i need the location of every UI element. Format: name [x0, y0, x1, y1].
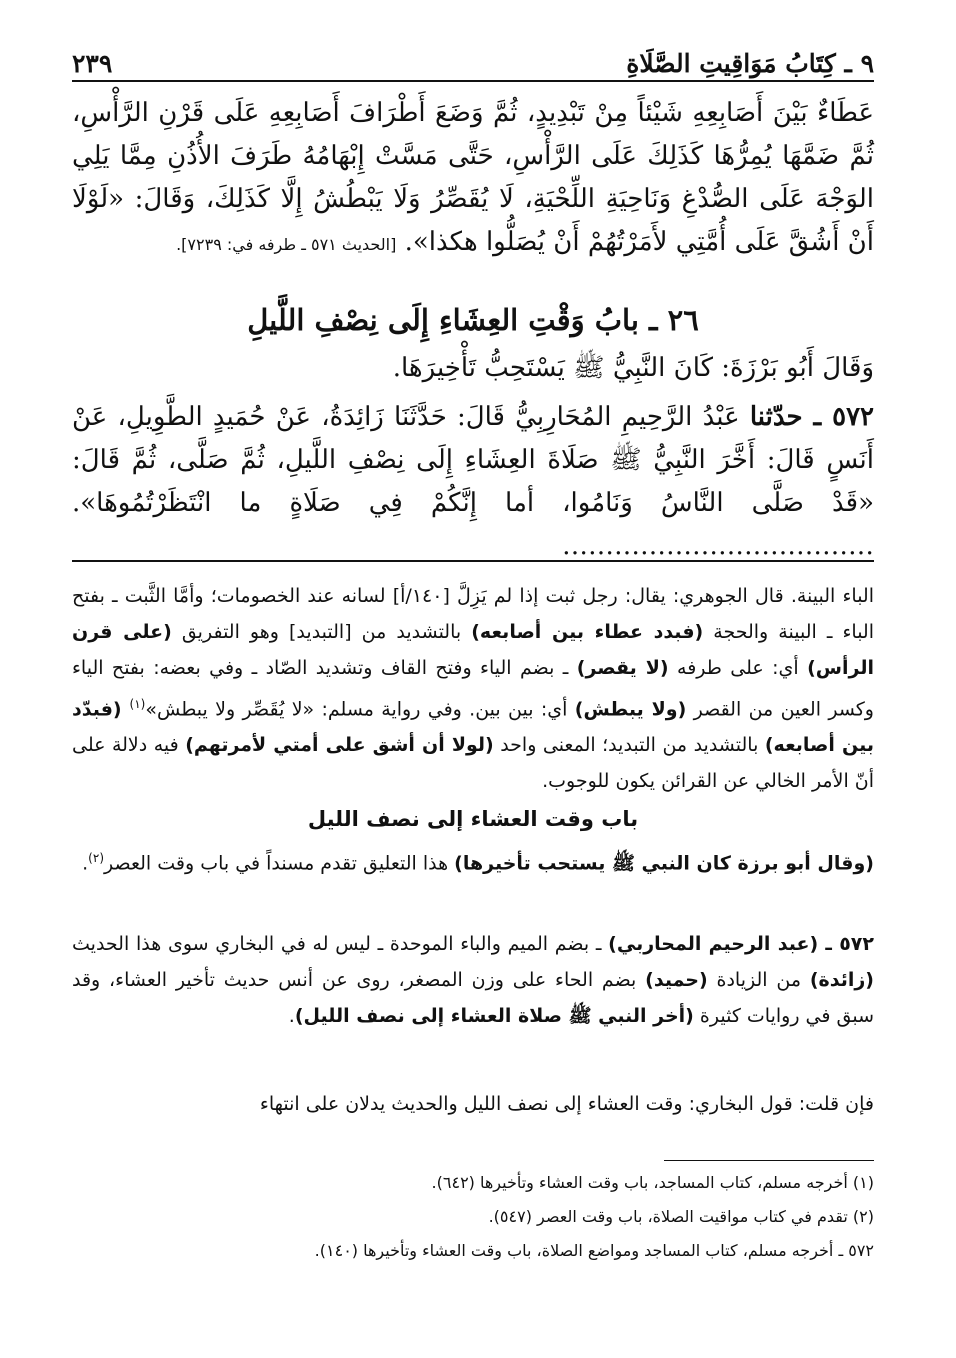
footnote-2: (٢) تقدم في كتاب مواقيت الصلاة، باب وقت العصر (٥٤٧). — [488, 1207, 874, 1226]
hadith-572 — [72, 396, 874, 568]
commentary-lemma: (لا يقصر) — [576, 657, 669, 679]
continuation-reference: [الحديث ٥٧١ ـ طرفه في: ٧٢٣٩]. — [176, 235, 397, 254]
commentary-paragraph-2 — [72, 840, 874, 881]
commentary-lemma: (فبدد عطاء بين أصابعه) — [471, 621, 704, 643]
commentary-paragraph-1 — [72, 578, 874, 799]
hadith-text: عَبْدُ الرَّحِيمِ المُحَارِبِيُّ قَالَ: حَدَّثَنَا زَائِدَةُ، عَنْ حُمَيدٍ الطَّوِيلِ، عَنْ أَنَسٍ قَالَ: أَخَّرَ النَّبِيُّ ﷺ صَلَاةَ العِشَاءِ إِلَى نِصْفِ اللَّيلِ، ثُمَّ صَلَّى، ثُمَّ قَالَ: «قَدْ صَلَّى النَّاسُ وَنَامُوا، أما إِنَّكُمْ فِي صَلَاةٍ ما انْتَظَرْتُمُوهَا». — [72, 402, 874, 518]
commentary-lemma: (لولا أن أشق على أمتي لأمرتهم) — [185, 734, 494, 757]
footnote-marker: (١) — [129, 697, 146, 711]
hadith-continuation — [72, 92, 874, 266]
footnote-3: ٥٧٢ ـ أخرجه مسلم، كتاب المساجد ومواضع الصلاة، باب وقت العشاء وتأخيرها (١٤٠). — [314, 1241, 874, 1260]
commentary-text: . — [288, 1005, 295, 1027]
commentary-text: أي: بين بين. وفي رواية مسلم: «لا يُقَصِّر ولا يبطش» — [145, 698, 575, 721]
commentary-text: . — [82, 852, 89, 875]
commentary-text: هذا التعليق تقدم مسنداً في باب وقت العصر — [104, 852, 455, 875]
commentary-bab-heading: باب وقت العشاء إلى نصف الليل — [307, 807, 639, 831]
footnote-marker: (٢) — [88, 851, 104, 865]
commentary-paragraph-3 — [72, 926, 874, 1034]
footnote-1: (١) أخرجه مسلم، كتاب المساجد، باب وقت العشاء وتأخيرها (٦٤٢). — [431, 1173, 874, 1192]
commentary-text: بالتشديد من التبديد؛ المعنى واحد — [493, 734, 765, 757]
commentary-text: ـ بضم الميم والباء الموحدة ـ ليس له في البخاري سوى هذا الحديث — [72, 933, 609, 955]
commentary-text: فيه دلالة على أنّ الأمر الخالي عن القرائن يكون للوجوب. — [72, 734, 874, 793]
separator-rule — [72, 560, 874, 562]
commentary-lemma: (حميد) — [645, 969, 708, 991]
chapter-title: ٩ ـ كِتَابُ مَوَاقِيتِ الصَّلَاةِ — [626, 49, 874, 78]
commentary-text: بضم الحاء على وزن المصغر، روى عن أنس حديث تأخير العشاء، وقد سبق في روايات كثيرة — [72, 969, 874, 1027]
footnotes — [72, 1166, 874, 1268]
commentary-text: ـ بضم الياء وفتح القاف وتشديد الصّاد ـ وفي بعضه: بفتح الياء وكسر العين من القصر — [72, 657, 874, 721]
commentary-lemma: (زائدة) — [809, 969, 874, 991]
bab-heading: ٢٦ ـ بابُ وَقْتِ العِشَاءِ إِلَى نِصْفِ اللَّيلِ — [247, 303, 699, 337]
commentary-lemma: ٥٧٢ ـ (عبد الرحيم المحاربي) — [608, 933, 874, 955]
commentary-paragraph-4: فإن قلت: قول البخاري: وقت العشاء إلى نصف الليل والحديث يدلان على انتهاء — [259, 1093, 874, 1115]
commentary-lemma: (فبدّد بين أصابعه) — [72, 698, 874, 757]
commentary-lemma: (وقال أبو برزة كان النبي ﷺ يستحب تأخيرها) — [454, 852, 874, 875]
ellipsis-dots: ……………………………… — [562, 531, 874, 561]
running-header — [72, 34, 874, 78]
commentary-lemma: (على قرن الرأس) — [72, 621, 874, 679]
commentary-text: من الزيادة — [707, 969, 810, 991]
taliq-text: وَقَالَ أَبُو بَرْزَةَ: كَانَ النَّبِيُّ ﷺ يَسْتَحِبُّ تَأْخِيرَهَا. — [392, 353, 874, 383]
page-number: ٢٣٩ — [72, 49, 113, 78]
commentary-text: بالتشديد من [التبديد] وهو التفريق — [171, 621, 472, 643]
commentary-lemma: (ولا يبطش) — [574, 698, 687, 721]
header-rule — [72, 80, 874, 82]
footnote-rule — [664, 1160, 874, 1161]
commentary-lemma: (أخر النبي ﷺ صلاة العشاء إلى نصف الليل) — [294, 1005, 694, 1027]
hadith-number: ٥٧٢ ـ حدّثنا — [749, 402, 875, 432]
commentary-text: أي: على طرفه — [668, 657, 808, 679]
commentary-text: الباء البينة. قال الجوهري: يقال: رجل ثبت إذا لم يَزِلَّ [١٤٠/أ] لسانه عند الخصومات؛ وأمَّا الثَّبت ـ بفتح الباء ـ البينة والحجة — [72, 585, 874, 643]
continuation-text: عَطَاءٌ بَيْنَ أَصَابِعِهِ شَيْئاً مِنْ تَبْدِيدٍ، ثُمَّ وَضَعَ أَطْرَافَ أَصَابِعِهِ عَلَى قَرْنِ الرَّأْسِ، ثُمَّ ضَمَّهَا يُمِرُّهَا كَذَلِكَ عَلَى الرَّأْسِ، حَتَّى مَسَّتْ إِبْهَامُهُ طَرَفَ الأُذُنِ مِمَّا يَلِي الوَجْهَ عَلَى الصُّدْغِ وَنَاحِيَةِ اللِّحْيَةِ، لَا يُقَصِّرُ وَلَا يَبْطُشُ إِلَّا كَذَلِكَ، وَقَالَ: «لَوْلَا أَنْ أَشُقَّ عَلَى أُمَّتِي لأَمَرْتُهُمْ أَنْ يُصَلُّوا هكذا». — [72, 98, 874, 257]
